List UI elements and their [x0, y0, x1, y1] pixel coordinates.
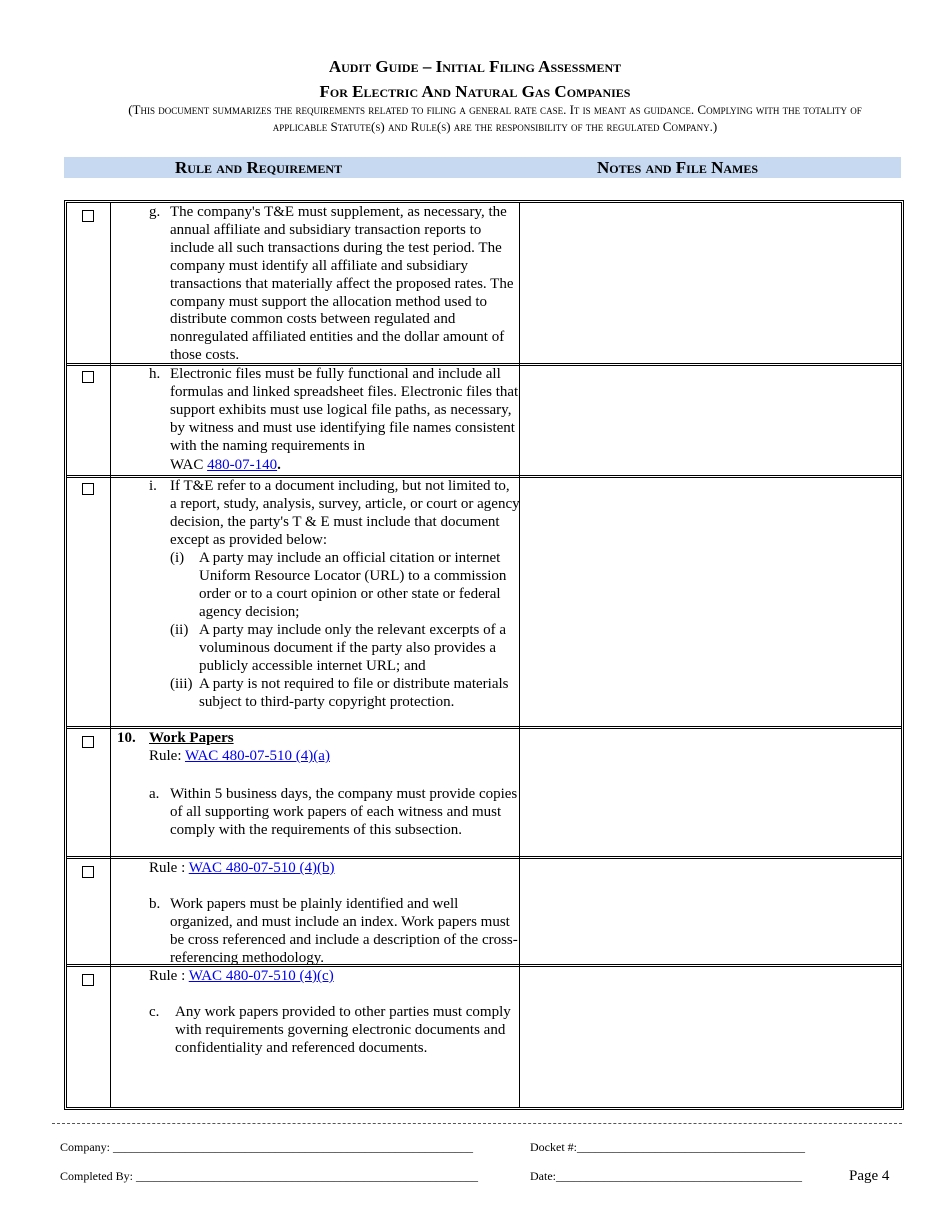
- subtitle: (This document summarizes the requirements related to filing a general rate case. It is meant as guidance. Complying with the totality of applicable Statute(s) and Rule(s) are the responsibility of the regulated Company.): [128, 102, 862, 134]
- title-line-2: For Electric And Natural Gas Companies: [319, 82, 631, 101]
- column-header-notes: Notes and File Names: [597, 158, 759, 177]
- completed-by-field[interactable]: Completed By: _________________________________________________________: [60, 1169, 478, 1183]
- rule-reference: Rule : WAC 480-07-510 (4)(b): [149, 860, 335, 876]
- date-field[interactable]: Date:_________________________________________: [530, 1169, 802, 1183]
- table-row-g: [67, 203, 901, 364]
- rule-reference: Rule : WAC 480-07-510 (4)(c): [149, 968, 334, 984]
- wac-480-07-510-4c-link[interactable]: WAC 480-07-510 (4)(c): [188, 968, 334, 984]
- wac-480-07-510-4a-link[interactable]: WAC 480-07-510 (4)(a): [184, 748, 330, 764]
- item-text: Work papers must be plainly identified and well organized, and must include an index. Work papers must be cross referenced and include a description of the cross-referencing methodology.: [170, 896, 518, 966]
- column-header-rule: Rule and Requirement: [175, 158, 343, 177]
- item-label: h.: [149, 366, 161, 382]
- checkbox-10a[interactable]: [82, 736, 94, 748]
- table-row-10b: [67, 856, 901, 967]
- footer-divider: [52, 1123, 902, 1124]
- item-label: b.: [149, 896, 161, 912]
- docket-field[interactable]: Docket #:______________________________________: [530, 1140, 805, 1154]
- company-field[interactable]: Company: ____________________________________________________________: [60, 1140, 473, 1154]
- item-label: c.: [149, 1004, 160, 1020]
- table-row-10c: [67, 964, 901, 1110]
- item-text: Within 5 business days, the company must provide copies of all supporting work papers of each witness and must comply with the requirements of this subsection.: [170, 786, 518, 838]
- checkbox-g[interactable]: [82, 210, 94, 222]
- table-row-i: i. If T&E refer to a document including, but not limited to, a report, study, analysis, survey, article, or court or agency decision, the party's T & E must include that document except as provided below: (i) A party may include an official citation or internet Uniform Resource Locator (URL) to a commission order or to a court opinion or other state or federal agency decision; (ii) A party may include only the relevant excerpts of a voluminous document if the party also provides a publicly accessible internet URL; and (iii) A party is not required to file or distribute materials subject to third-party copyright protection.: [67, 475, 901, 729]
- checkbox-10b[interactable]: [82, 866, 94, 878]
- rule-reference: Rule: WAC 480-07-510 (4)(a): [149, 748, 330, 764]
- item-text: Electronic files must be fully functional and include all formulas and linked spreadsheet files. Electronic files that support exhibits must use logical file paths, as necessary, by witness and must use identifying file names consistent with the naming requirements in WAC 480-07-140.: [170, 366, 519, 473]
- requirements-table: [64, 200, 904, 1110]
- checkbox-i[interactable]: [82, 483, 94, 495]
- item-label: a.: [149, 786, 160, 802]
- item-text: Any work papers provided to other parties must comply with requirements governing electronic documents and confidentiality and referenced documents.: [175, 1004, 511, 1056]
- section-heading: Work Papers: [149, 730, 234, 746]
- table-row-10a: [67, 726, 901, 859]
- section-number: 10.: [117, 730, 136, 746]
- table-row-h: [67, 363, 901, 478]
- item-label: g.: [149, 204, 161, 220]
- wac-480-07-140-link[interactable]: 480-07-140: [207, 456, 278, 473]
- item-text: The company's T&E must supplement, as necessary, the annual affiliate and subsidiary transaction reports to include all such transactions during the test period. The company must identify all affiliate and subsidiary transactions that materially affect the proposed rates. The company must support the allocation method used to distribute common costs between regulated and nonregulated affiliated entities and the dollar amount of those costs.: [170, 204, 514, 364]
- checkbox-h[interactable]: [82, 371, 94, 383]
- wac-480-07-510-4b-link[interactable]: WAC 480-07-510 (4)(b): [188, 860, 335, 876]
- page-number: Page 4: [849, 1168, 890, 1184]
- checkbox-10c[interactable]: [82, 974, 94, 986]
- item-text: If T&E refer to a document including, but not limited to, a report, study, analysis, survey, article, or court or agency decision, the party's T & E must include that document except as provided below:: [170, 478, 520, 548]
- item-label: i.: [149, 478, 157, 494]
- title-line-1: Audit Guide – Initial Filing Assessment: [328, 57, 622, 76]
